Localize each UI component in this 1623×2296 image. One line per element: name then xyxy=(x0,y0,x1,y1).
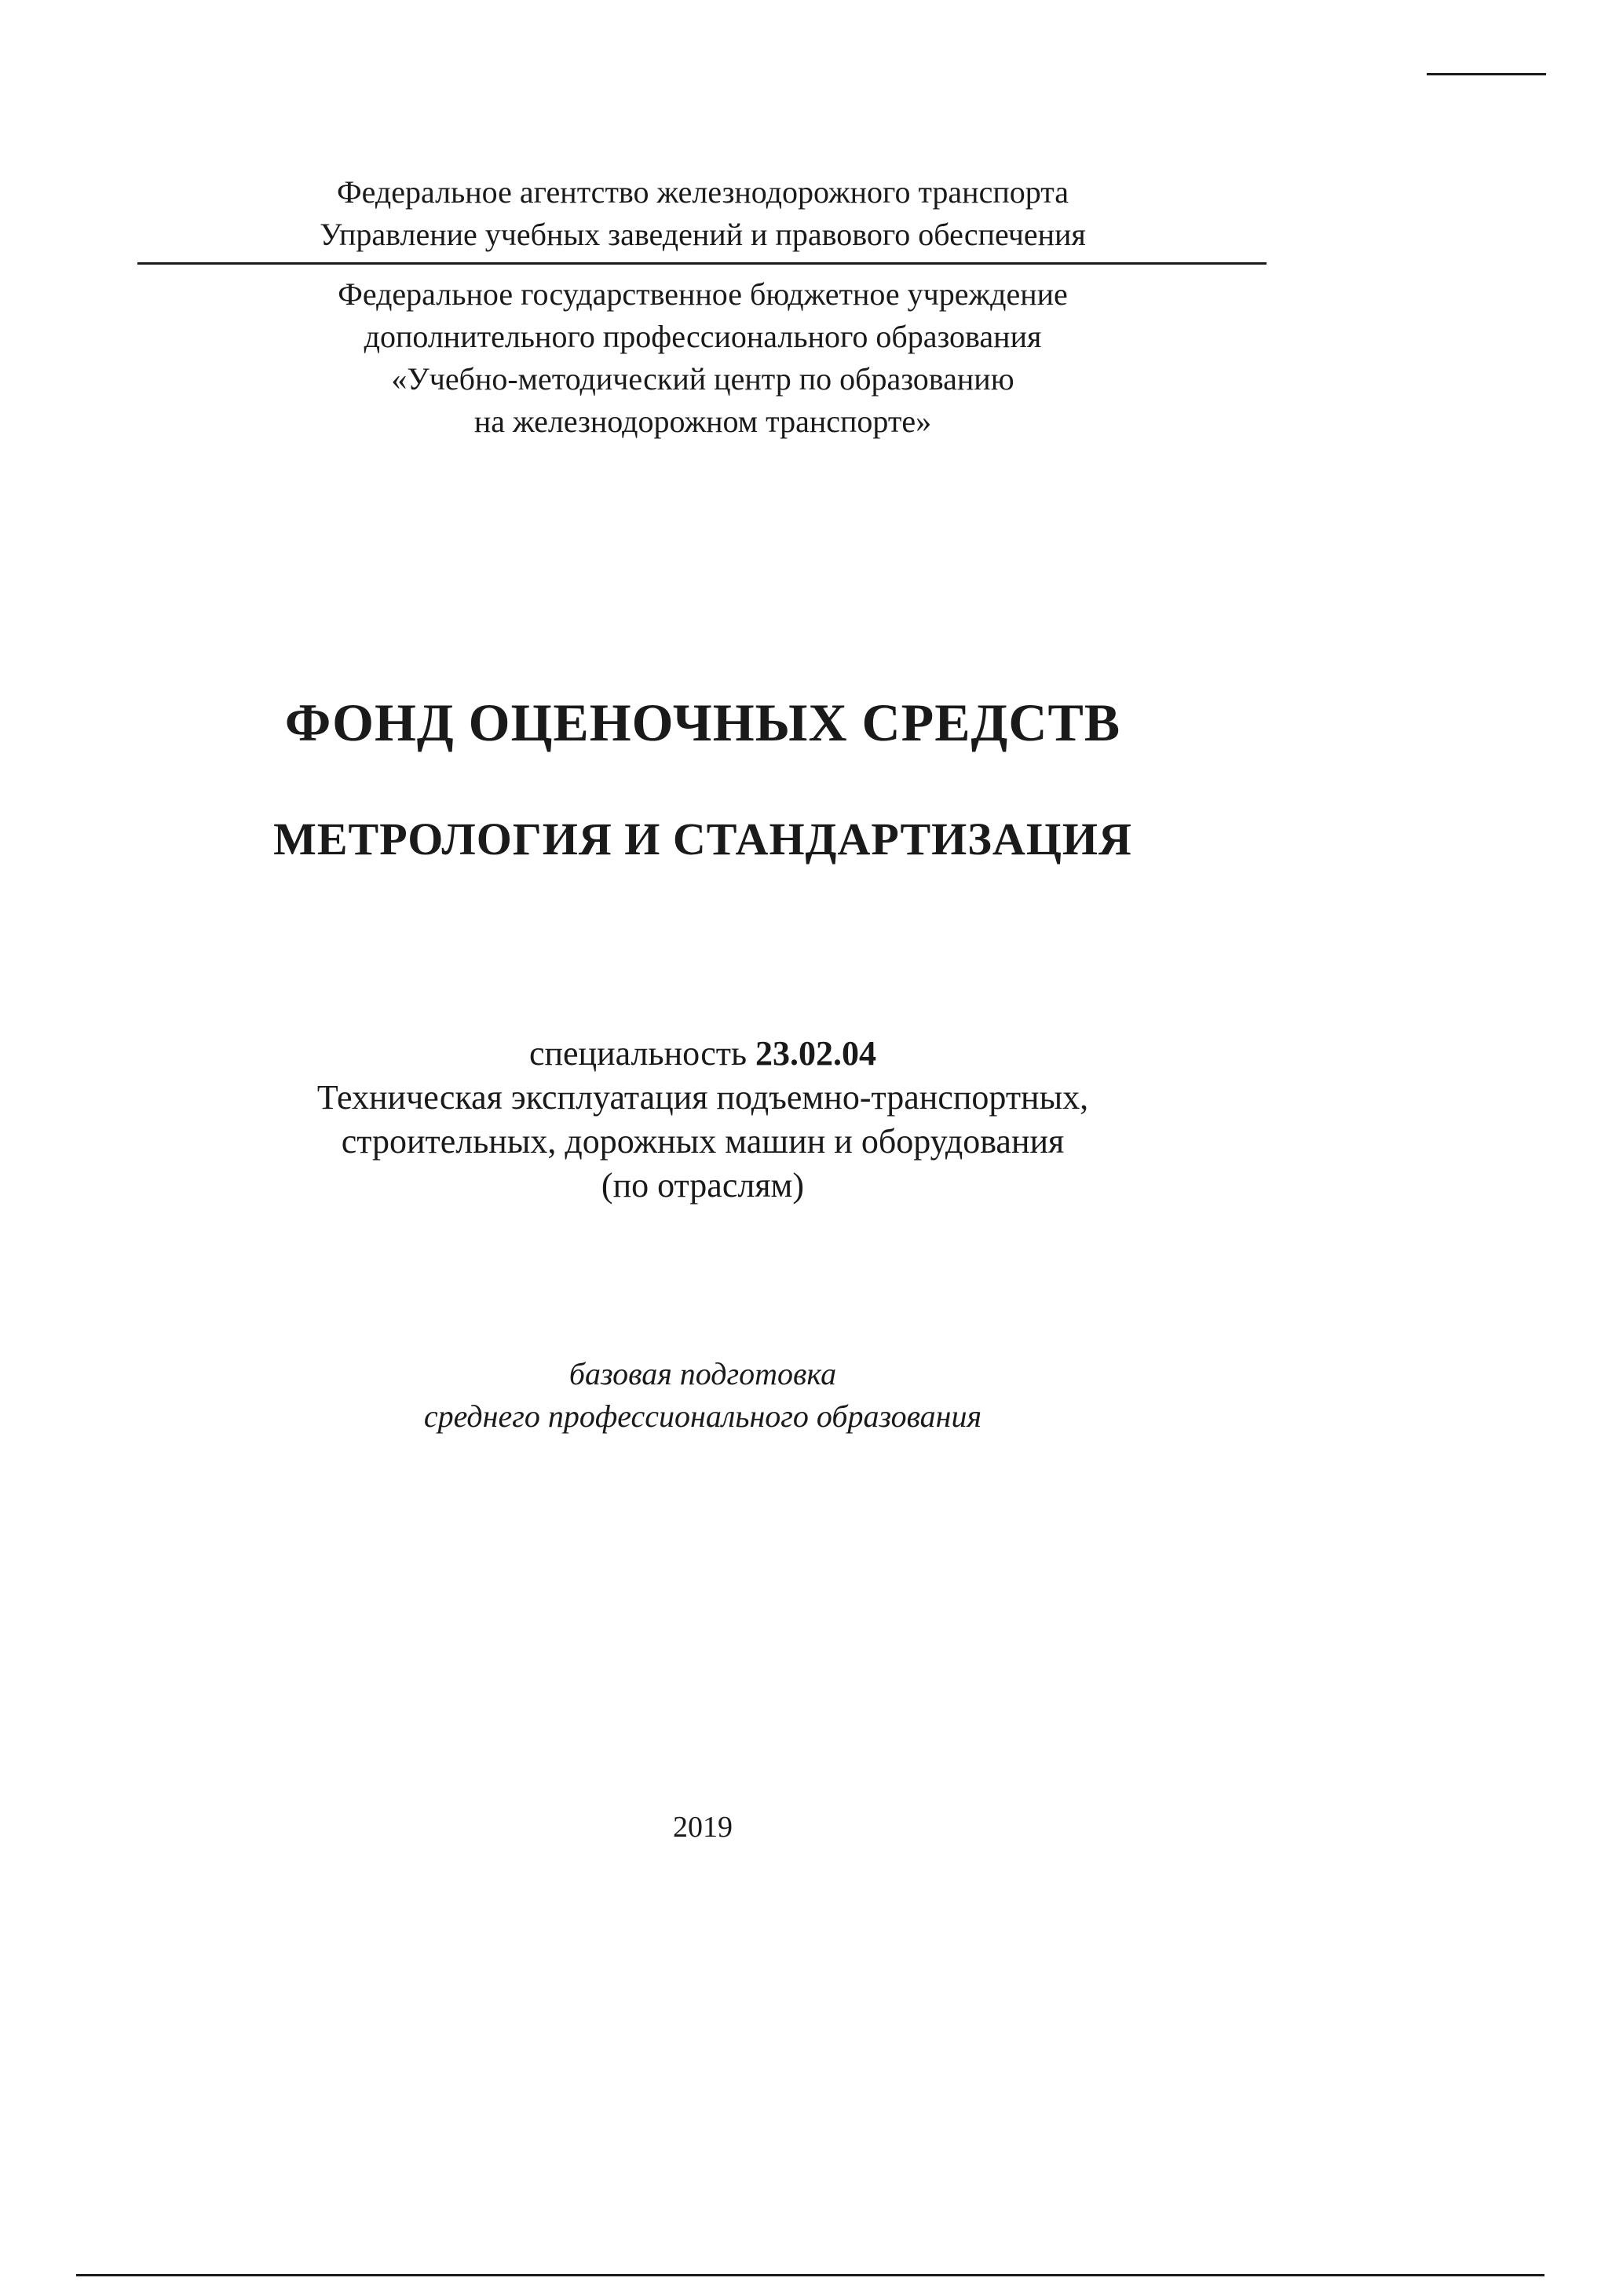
agency-header xyxy=(0,171,1406,256)
specialty-name-line-2: строительных, дорожных машин и оборудования xyxy=(341,1122,1065,1161)
specialty-prefix: специальность xyxy=(528,1034,748,1073)
institution-line-3: «Учебно-методический центр по образованию xyxy=(391,361,1014,397)
training-level xyxy=(0,1353,1406,1438)
institution-line-1: Федеральное государственное бюджетное учреждение xyxy=(338,276,1068,312)
training-level-line-1: базовая подготовка xyxy=(568,1356,837,1391)
training-level-line-2: среднего профессионального образования xyxy=(423,1398,982,1434)
specialty-code: 23.02.04 xyxy=(755,1034,877,1073)
top-right-rule xyxy=(1427,73,1546,75)
specialty-name-line-1: Техническая эксплуатация подъемно-транспортных, xyxy=(316,1078,1089,1117)
agency-department: Управление учебных заведений и правового обеспечения xyxy=(320,217,1086,252)
institution-header xyxy=(0,273,1406,443)
institution-line-2: дополнительного профессионального образования xyxy=(364,319,1042,354)
specialty-block xyxy=(0,1032,1406,1208)
document-title: ФОНД ОЦЕНОЧНЫХ СРЕДСТВ xyxy=(284,693,1121,752)
header-divider xyxy=(137,262,1267,265)
specialty-name-line-3: (по отраслям) xyxy=(601,1166,805,1205)
discipline-title: МЕТРОЛОГИЯ И СТАНДАРТИЗАЦИЯ xyxy=(273,813,1132,865)
institution-line-4: на железнодорожном транспорте» xyxy=(473,404,932,439)
publication-year: 2019 xyxy=(673,1811,733,1844)
bottom-rule xyxy=(76,2274,1544,2276)
agency-name: Федеральное агентство железнодорожного транспорта xyxy=(337,174,1069,210)
specialty-line xyxy=(0,1032,1406,1076)
